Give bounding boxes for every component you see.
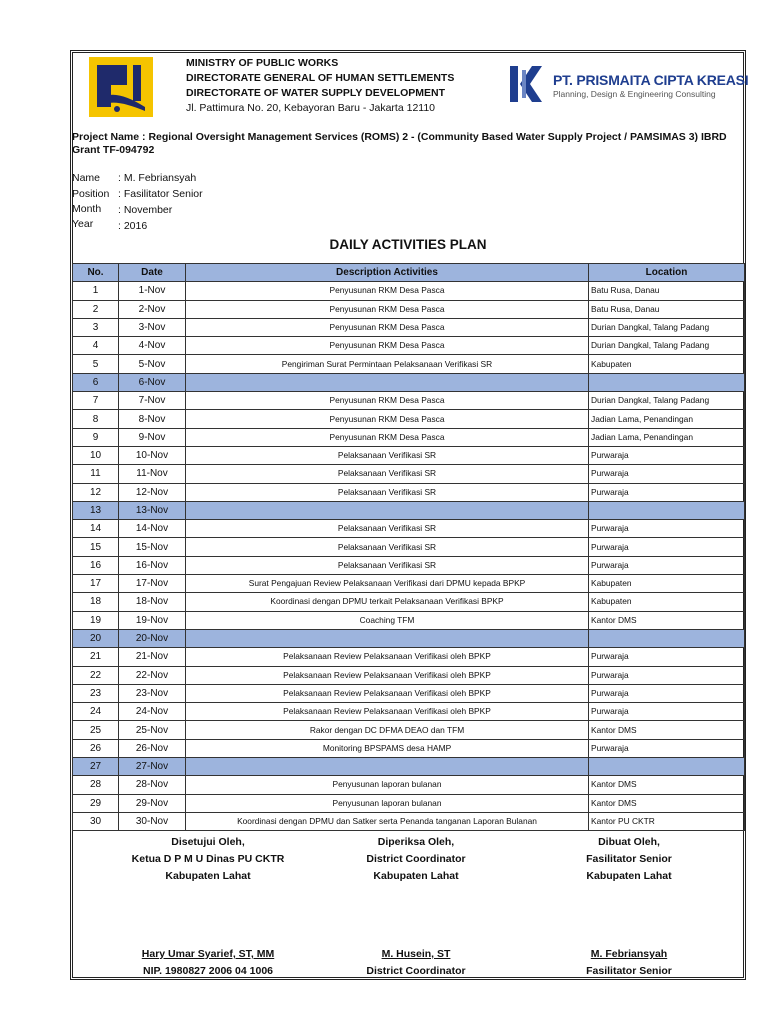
row-no: 3: [73, 318, 119, 336]
row-description: Pelaksanaan Review Pelaksanaan Verifikasi oleh BPKP: [186, 684, 589, 702]
row-location: Purwaraja: [589, 483, 745, 501]
row-location: Kabupaten: [589, 575, 745, 593]
ministry-address: Jl. Pattimura No. 20, Kebayoran Baru - Jakarta 12110: [186, 102, 436, 114]
row-date: 14-Nov: [119, 520, 186, 538]
document-title: DAILY ACTIVITIES PLAN: [329, 237, 487, 252]
row-description: [186, 629, 589, 647]
year-value: : 2016: [118, 220, 148, 232]
signature-preparer-title: [554, 834, 704, 885]
row-location: Purwaraja: [589, 739, 745, 757]
col-header-no: No.: [73, 264, 119, 282]
row-description: Pelaksanaan Verifikasi SR: [186, 465, 589, 483]
table-row: [73, 520, 745, 538]
row-no: 11: [73, 465, 119, 483]
row-no: 15: [73, 538, 119, 556]
row-description: Pelaksanaan Review Pelaksanaan Verifikasi oleh BPKP: [186, 666, 589, 684]
table-row: [73, 739, 745, 757]
ministry-header: [186, 56, 454, 116]
row-date: 29-Nov: [119, 794, 186, 812]
table-row: [73, 318, 745, 336]
company-tagline: Planning, Design & Engineering Consulting: [553, 89, 716, 99]
table-row: [73, 776, 745, 794]
row-no: 24: [73, 703, 119, 721]
row-no: 30: [73, 812, 119, 830]
signature-checker-l3: Kabupaten Lahat: [373, 870, 459, 882]
row-no: 5: [73, 355, 119, 373]
row-location: Purwaraja: [589, 684, 745, 702]
signature-approver-l1: Disetujui Oleh,: [171, 836, 245, 848]
signature-preparer-l2: Fasilitator Senior: [586, 853, 672, 865]
directorate-general: DIRECTORATE GENERAL OF HUMAN SETTLEMENTS: [186, 72, 455, 84]
row-description: Penyusunan RKM Desa Pasca: [186, 318, 589, 336]
signature-checker-id: District Coordinator: [366, 965, 466, 977]
table-row: [73, 410, 745, 428]
signature-preparer-l3: Kabupaten Lahat: [586, 870, 672, 882]
row-no: 12: [73, 483, 119, 501]
month-label: Month: [72, 203, 102, 215]
row-date: 28-Nov: [119, 776, 186, 794]
row-no: 28: [73, 776, 119, 794]
row-date: 10-Nov: [119, 446, 186, 464]
row-date: 27-Nov: [119, 758, 186, 776]
row-location: Durian Dangkal, Talang Padang: [589, 392, 745, 410]
row-description: Penyusunan RKM Desa Pasca: [186, 282, 589, 300]
table-row: [73, 575, 745, 593]
row-description: [186, 501, 589, 519]
row-no: 10: [73, 446, 119, 464]
position-value: : Fasilitator Senior: [118, 188, 203, 200]
row-date: 21-Nov: [119, 648, 186, 666]
row-location: Jadian Lama, Penandingan: [589, 428, 745, 446]
row-location: Kabupaten: [589, 355, 745, 373]
row-date: 20-Nov: [119, 629, 186, 647]
row-description: Koordinasi dengan DPMU dan Satker serta Penanda tanganan Laporan Bulanan: [186, 812, 589, 830]
row-date: 24-Nov: [119, 703, 186, 721]
row-no: 27: [73, 758, 119, 776]
company-name: PT. PRISMAITA CIPTA KREASI: [553, 72, 749, 88]
row-no: 23: [73, 684, 119, 702]
table-row: [73, 355, 745, 373]
row-date: 11-Nov: [119, 465, 186, 483]
col-header-date: Date: [119, 264, 186, 282]
row-no: 4: [73, 337, 119, 355]
row-description: Surat Pengajuan Review Pelaksanaan Verifikasi dari DPMU kepada BPKP: [186, 575, 589, 593]
table-row: [73, 812, 745, 830]
row-no: 14: [73, 520, 119, 538]
table-row: [73, 703, 745, 721]
row-date: 4-Nov: [119, 337, 186, 355]
company-block: [553, 72, 748, 99]
row-date: 7-Nov: [119, 392, 186, 410]
year-label: Year: [72, 218, 94, 230]
row-location: Batu Rusa, Danau: [589, 282, 745, 300]
row-description: [186, 373, 589, 391]
row-date: 19-Nov: [119, 611, 186, 629]
row-location: Kabupaten: [589, 593, 745, 611]
row-description: Penyusunan RKM Desa Pasca: [186, 410, 589, 428]
row-no: 22: [73, 666, 119, 684]
row-date: 25-Nov: [119, 721, 186, 739]
table-row: [73, 721, 745, 739]
row-location: Purwaraja: [589, 556, 745, 574]
public-works-logo: [89, 57, 153, 117]
row-no: 8: [73, 410, 119, 428]
col-header-location: Location: [589, 264, 745, 282]
row-date: 3-Nov: [119, 318, 186, 336]
row-location: Durian Dangkal, Talang Padang: [589, 318, 745, 336]
row-description: Pelaksanaan Review Pelaksanaan Verifikasi oleh BPKP: [186, 648, 589, 666]
signature-checker-l1: Diperiksa Oleh,: [377, 836, 455, 848]
row-no: 25: [73, 721, 119, 739]
activities-table: [72, 263, 745, 831]
table-row: [73, 282, 745, 300]
row-location: Kantor DMS: [589, 721, 745, 739]
directorate: DIRECTORATE OF WATER SUPPLY DEVELOPMENT: [186, 87, 446, 99]
row-no: 21: [73, 648, 119, 666]
signature-checker-title: [306, 834, 526, 885]
row-no: 18: [73, 593, 119, 611]
row-description: Monitoring BPSPAMS desa HAMP: [186, 739, 589, 757]
row-date: 8-Nov: [119, 410, 186, 428]
row-description: Penyusunan RKM Desa Pasca: [186, 300, 589, 318]
row-description: Pelaksanaan Verifikasi SR: [186, 556, 589, 574]
row-location: Purwaraja: [589, 465, 745, 483]
row-description: Rakor dengan DC DFMA DEAO dan TFM: [186, 721, 589, 739]
row-date: 30-Nov: [119, 812, 186, 830]
table-row: [73, 794, 745, 812]
signature-checker-name: M. Husein, ST: [381, 948, 451, 960]
row-date: 9-Nov: [119, 428, 186, 446]
row-no: 16: [73, 556, 119, 574]
signature-approver-title: [98, 834, 318, 885]
row-description: Penyusunan RKM Desa Pasca: [186, 428, 589, 446]
table-row: [73, 593, 745, 611]
row-date: 17-Nov: [119, 575, 186, 593]
signature-preparer-id: Fasilitator Senior: [586, 965, 672, 977]
row-date: 15-Nov: [119, 538, 186, 556]
table-row: [73, 501, 745, 519]
row-location: [589, 758, 745, 776]
col-header-description: Description Activities: [186, 264, 589, 282]
row-no: 2: [73, 300, 119, 318]
signature-approver-block: [98, 946, 318, 980]
signature-approver-l2: Ketua D P M U Dinas PU CKTR: [131, 853, 285, 865]
row-location: [589, 501, 745, 519]
row-no: 7: [73, 392, 119, 410]
row-description: Koordinasi dengan DPMU terkait Pelaksanaan Verifikasi BPKP: [186, 593, 589, 611]
row-location: Purwaraja: [589, 538, 745, 556]
row-no: 20: [73, 629, 119, 647]
row-date: 1-Nov: [119, 282, 186, 300]
signature-approver-name: Hary Umar Syarief, ST, MM: [141, 948, 275, 960]
row-description: Pelaksanaan Verifikasi SR: [186, 538, 589, 556]
table-row: [73, 446, 745, 464]
row-location: Durian Dangkal, Talang Padang: [589, 337, 745, 355]
signature-checker-block: [306, 946, 526, 980]
row-description: Pelaksanaan Review Pelaksanaan Verifikasi oleh BPKP: [186, 703, 589, 721]
company-logo-icon: [508, 64, 544, 104]
ministry-name: MINISTRY OF PUBLIC WORKS: [186, 57, 339, 69]
row-location: Purwaraja: [589, 520, 745, 538]
row-no: 19: [73, 611, 119, 629]
row-description: Penyusunan RKM Desa Pasca: [186, 392, 589, 410]
table-row: [73, 392, 745, 410]
row-no: 1: [73, 282, 119, 300]
table-row: [73, 666, 745, 684]
row-location: Batu Rusa, Danau: [589, 300, 745, 318]
row-description: Pelaksanaan Verifikasi SR: [186, 483, 589, 501]
row-location: Purwaraja: [589, 666, 745, 684]
row-no: 26: [73, 739, 119, 757]
table-header-row: [73, 264, 745, 282]
row-location: Kantor DMS: [589, 776, 745, 794]
row-location: Purwaraja: [589, 446, 745, 464]
row-date: 13-Nov: [119, 501, 186, 519]
row-date: 12-Nov: [119, 483, 186, 501]
row-description: Penyusunan laporan bulanan: [186, 794, 589, 812]
table-row: [73, 758, 745, 776]
signature-approver-id: NIP. 1980827 2006 04 1006: [142, 965, 273, 977]
row-no: 6: [73, 373, 119, 391]
row-date: 23-Nov: [119, 684, 186, 702]
table-row: [73, 556, 745, 574]
row-description: [186, 758, 589, 776]
row-no: 13: [73, 501, 119, 519]
name-label: Name: [72, 172, 101, 184]
month-value: : November: [118, 204, 173, 216]
row-date: 5-Nov: [119, 355, 186, 373]
row-location: Kantor DMS: [589, 794, 745, 812]
row-description: Pelaksanaan Verifikasi SR: [186, 520, 589, 538]
row-date: 16-Nov: [119, 556, 186, 574]
table-row: [73, 373, 745, 391]
row-location: Purwaraja: [589, 703, 745, 721]
table-row: [73, 538, 745, 556]
row-location: Kantor DMS: [589, 611, 745, 629]
table-row: [73, 300, 745, 318]
row-description: Pelaksanaan Verifikasi SR: [186, 446, 589, 464]
project-name: Project Name : Regional Oversight Management Services (ROMS) 2 - (Community Based Water Supply Project / PAMSIMAS 3) IBRD Grant TF-094792: [72, 131, 727, 156]
row-description: Penyusunan laporan bulanan: [186, 776, 589, 794]
row-location: [589, 629, 745, 647]
signature-preparer-block: [554, 946, 704, 980]
row-location: [589, 373, 745, 391]
signature-preparer-l1: Dibuat Oleh,: [598, 836, 660, 848]
row-description: Penyusunan RKM Desa Pasca: [186, 337, 589, 355]
row-no: 17: [73, 575, 119, 593]
row-location: Purwaraja: [589, 648, 745, 666]
table-row: [73, 337, 745, 355]
table-row: [73, 684, 745, 702]
signature-preparer-name: M. Febriansyah: [590, 948, 668, 960]
table-row: [73, 483, 745, 501]
row-description: Coaching TFM: [186, 611, 589, 629]
row-date: 2-Nov: [119, 300, 186, 318]
table-row: [73, 465, 745, 483]
signature-approver-l3: Kabupaten Lahat: [165, 870, 251, 882]
row-date: 26-Nov: [119, 739, 186, 757]
row-location: Jadian Lama, Penandingan: [589, 410, 745, 428]
row-no: 9: [73, 428, 119, 446]
position-label: Position: [72, 188, 110, 200]
table-row: [73, 648, 745, 666]
row-location: Kantor PU CKTR: [589, 812, 745, 830]
row-description: Pengiriman Surat Permintaan Pelaksanaan Verifikasi SR: [186, 355, 589, 373]
table-row: [73, 428, 745, 446]
name-value: : M. Febriansyah: [118, 172, 197, 184]
signature-checker-l2: District Coordinator: [366, 853, 466, 865]
row-no: 29: [73, 794, 119, 812]
table-row: [73, 611, 745, 629]
row-date: 22-Nov: [119, 666, 186, 684]
row-date: 6-Nov: [119, 373, 186, 391]
row-date: 18-Nov: [119, 593, 186, 611]
table-row: [73, 629, 745, 647]
